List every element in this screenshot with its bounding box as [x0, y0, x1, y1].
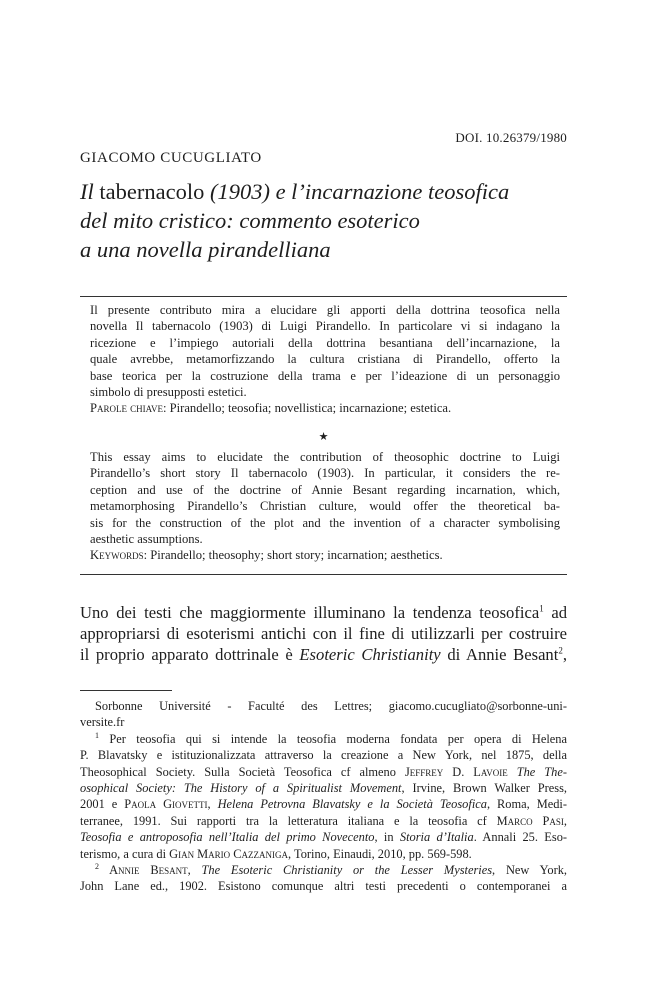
- footnote-1-line: 2001 e Paola Giovetti, Helena Petrovna Blavatsky e la Società Teosofica, Roma, Medi-: [80, 797, 567, 812]
- abstract-en-line: ception and use of the doctrine of Annie Besant regarding incarnation, which,: [90, 482, 560, 497]
- abstract-it-line: ricezione e l’impiego autoriali della dottrina besantiana dell’incarnazione, la: [90, 335, 560, 350]
- section-separator-star: ★: [318, 431, 329, 443]
- footnote-1-line: Theosophical Society. Sulla Società Teosofica cf almeno Jeffrey D. Lavoie The The-: [80, 764, 567, 779]
- footnote-1-line: Teosofia e antroposofia nell’Italia del primo Novecento, in Storia d’Italia. Annali 25. Eso-: [80, 830, 568, 845]
- abstract-en-line: This essay aims to elucidate the contribution of theosophic doctrine to Luigi: [90, 450, 560, 464]
- abstract-it-line: quale avrebbe, metamorfizzando la cultura cristiana di Pirandello, offerto la: [90, 352, 560, 367]
- keywords-english: Keywords: Pirandello; theosophy; short story; incarnation; aesthetics.: [90, 548, 443, 563]
- abstract-en-line: aesthetic assumptions.: [90, 531, 203, 546]
- footnote-1-line: terranee, 1991. Sui rapporti tra la letteratura italiana e la teosofia cf Marco Pasi,: [80, 813, 567, 828]
- footnote-1-line: terismo, a cura di Gian Mario Cazzaniga, Torino, Einaudi, 2010, pp. 569-598.: [80, 846, 472, 861]
- abstract-box: [80, 296, 567, 575]
- footnote-1-line: $^1$ Per teosofia qui si intende la teosofia moderna fondata per opera di Helena: [95, 730, 567, 746]
- article-title: [80, 177, 567, 264]
- footnote-ref-2[interactable]: 2: [558, 645, 563, 656]
- keywords-italian: Parole chiave: Pirandello; teosofia; novellistica; incarnazione; estetica.: [90, 401, 452, 416]
- abstract-it-line: base teorica per la costruzione della trama e per l’ideazione di un personaggio: [90, 368, 560, 383]
- footnote-rule: [80, 690, 172, 691]
- abstract-en-line: Pirandello’s short story Il tabernacolo (1903). In particular, it considers the re-: [90, 466, 560, 481]
- footnote-1-line: osophical Society: The History of a Spiritualist Movement, Irvine, Brown Walker Press,: [80, 780, 567, 795]
- body-line-3: il proprio apparato dottrinale è Esoteric Christianity di Annie Besant$^2$,: [80, 645, 567, 664]
- footnotes: [80, 698, 567, 895]
- title-line-2: del mito cristico: commento esoterico: [80, 208, 420, 233]
- abstract-it-line: Il presente contributo mira a elucidare gli apporti della dottrina teosofica nella: [90, 303, 560, 317]
- body-line-2: appropriarsi di esoterismi antichi con il fine di utilizzarli per costruire: [80, 624, 567, 643]
- paper-page: [80, 0, 567, 985]
- footnote-1-mark: 1: [95, 730, 99, 740]
- body-line-1: Uno dei testi che maggiormente illuminano la tendenza teosofica$^1$ ad: [80, 603, 568, 622]
- footnote-1-line: P. Blavatsky e istituzionalizzata attraverso la creazione a New York, nel 1875, della: [80, 748, 567, 763]
- abstract-english: [90, 449, 560, 564]
- footnote-2-mark: 2: [95, 861, 99, 871]
- affiliation-line: Sorbonne Université - Faculté des Lettres; giacomo.cucugliato@sorbonne-uni-: [95, 699, 567, 713]
- affiliation-line: versite.fr: [80, 715, 125, 730]
- abstract-en-line: metamorphosing Pirandello’s Christian culture, would offer the theoretical ba-: [90, 499, 560, 514]
- body-paragraph: [80, 602, 567, 665]
- title-line-1: Il tabernacolo (1903) e l’incarnazione teosofica: [80, 179, 510, 204]
- author-name: GIACOMO CUCUGLIATO: [80, 150, 262, 166]
- footnote-2-line: John Lane ed., 1902. Esistono comunque altri testi precedenti o contemporanei a: [80, 879, 567, 894]
- abstract-en-line: sis for the construction of the plot and the invention of a character symbolising: [90, 515, 560, 530]
- footnote-ref-1[interactable]: 1: [539, 603, 544, 614]
- abstract-italian: [90, 302, 560, 417]
- abstract-it-line: simbolo di presupposti estetici.: [90, 384, 247, 399]
- doi-label: DOI. 10.26379/1980: [455, 130, 567, 145]
- footnote-2-line: $^2$ Annie Besant, The Esoteric Christianity or the Lesser Mysteries, New York,: [95, 861, 567, 877]
- title-line-3: a una novella pirandelliana: [80, 237, 331, 262]
- abstract-it-line: novella Il tabernacolo (1903) di Luigi Pirandello. In particolare vi si indagano la: [90, 319, 560, 334]
